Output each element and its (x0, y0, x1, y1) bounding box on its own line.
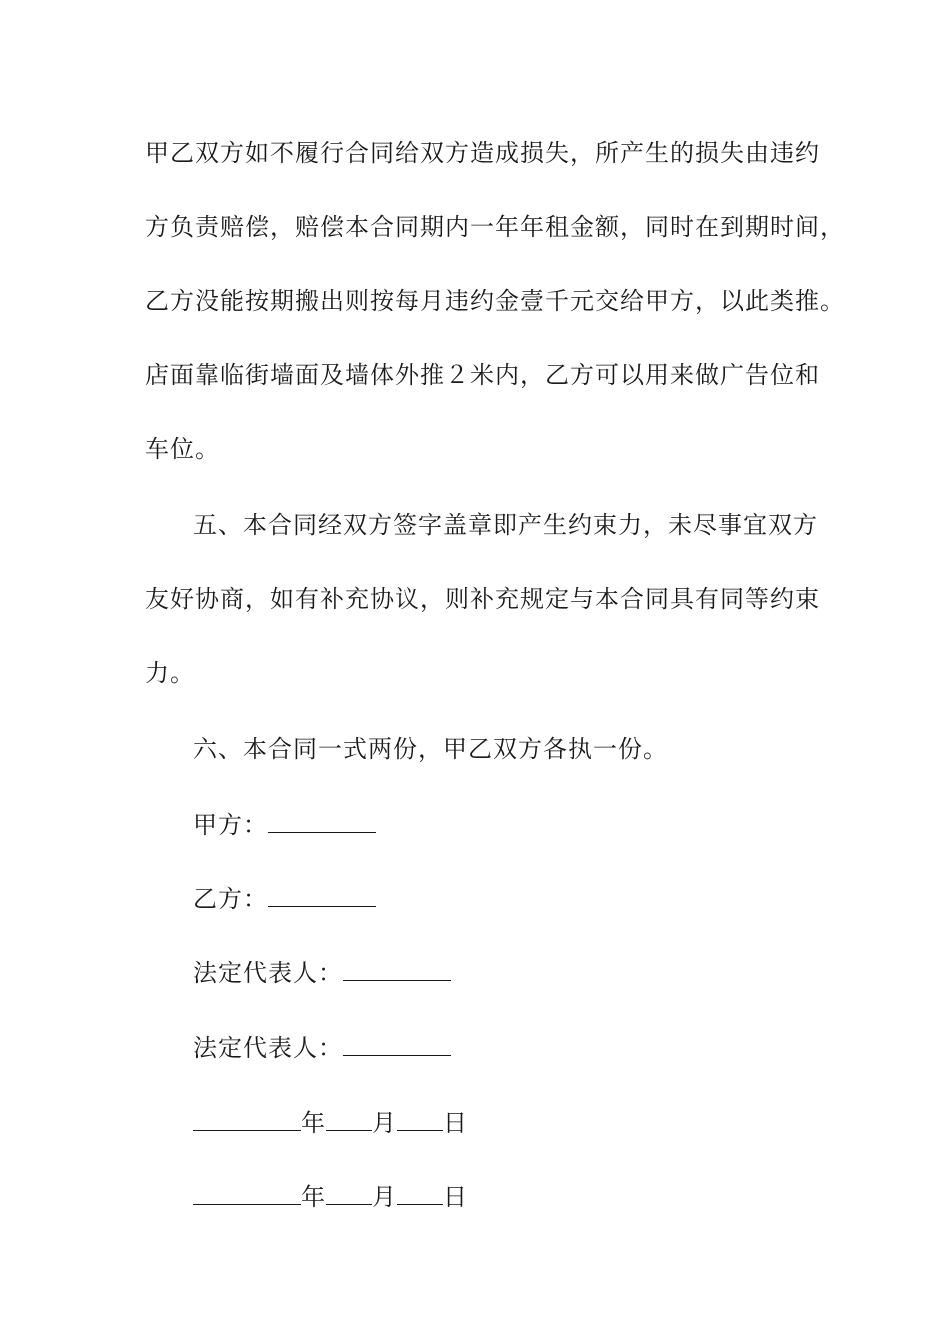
year-b-blank (193, 1182, 301, 1205)
rep-a-label: 法定代表人： (193, 959, 343, 987)
date-line-a (193, 1108, 468, 1138)
day-a-label: 日 (443, 1109, 468, 1137)
day-b-blank (397, 1182, 443, 1205)
clause-five-line-1: 五、本合同经双方签字盖章即产生约束力，未尽事宜双方 (193, 511, 818, 539)
party-b-signature (193, 884, 376, 914)
rep-a-blank (343, 958, 451, 981)
rep-b-label: 法定代表人： (193, 1034, 343, 1062)
breach-line-3: 乙方没能按期搬出则按每月违约金壹千元交给甲方，以此类推。 (145, 287, 845, 315)
breach-line-5: 车位。 (145, 435, 220, 463)
year-b-label: 年 (301, 1183, 326, 1211)
month-a-blank (326, 1108, 372, 1131)
rep-a-signature (193, 958, 451, 988)
party-a-blank (268, 810, 376, 833)
clause-five-line-2: 友好协商，如有补充协议，则补充规定与本合同具有同等约束 (145, 585, 820, 613)
party-a-signature (193, 810, 376, 840)
year-a-blank (193, 1108, 301, 1131)
month-b-blank (326, 1182, 372, 1205)
party-a-label: 甲方： (193, 811, 268, 839)
rep-b-signature (193, 1033, 451, 1063)
month-a-label: 月 (372, 1109, 397, 1137)
party-b-label: 乙方： (193, 885, 268, 913)
breach-line-1: 甲乙双方如不履行合同给双方造成损失，所产生的损失由违约 (145, 139, 820, 167)
year-a-label: 年 (301, 1109, 326, 1137)
date-line-b (193, 1182, 468, 1212)
party-b-blank (268, 884, 376, 907)
breach-line-2: 方负责赔偿，赔偿本合同期内一年年租金额，同时在到期时间， (145, 213, 845, 241)
month-b-label: 月 (372, 1183, 397, 1211)
day-a-blank (397, 1108, 443, 1131)
rep-b-blank (343, 1033, 451, 1056)
breach-line-4: 店面靠临街墙面及墙体外推２米内，乙方可以用来做广告位和 (145, 361, 820, 389)
clause-five-line-3: 力。 (145, 659, 195, 687)
clause-six: 六、本合同一式两份，甲乙双方各执一份。 (193, 735, 668, 763)
day-b-label: 日 (443, 1183, 468, 1211)
